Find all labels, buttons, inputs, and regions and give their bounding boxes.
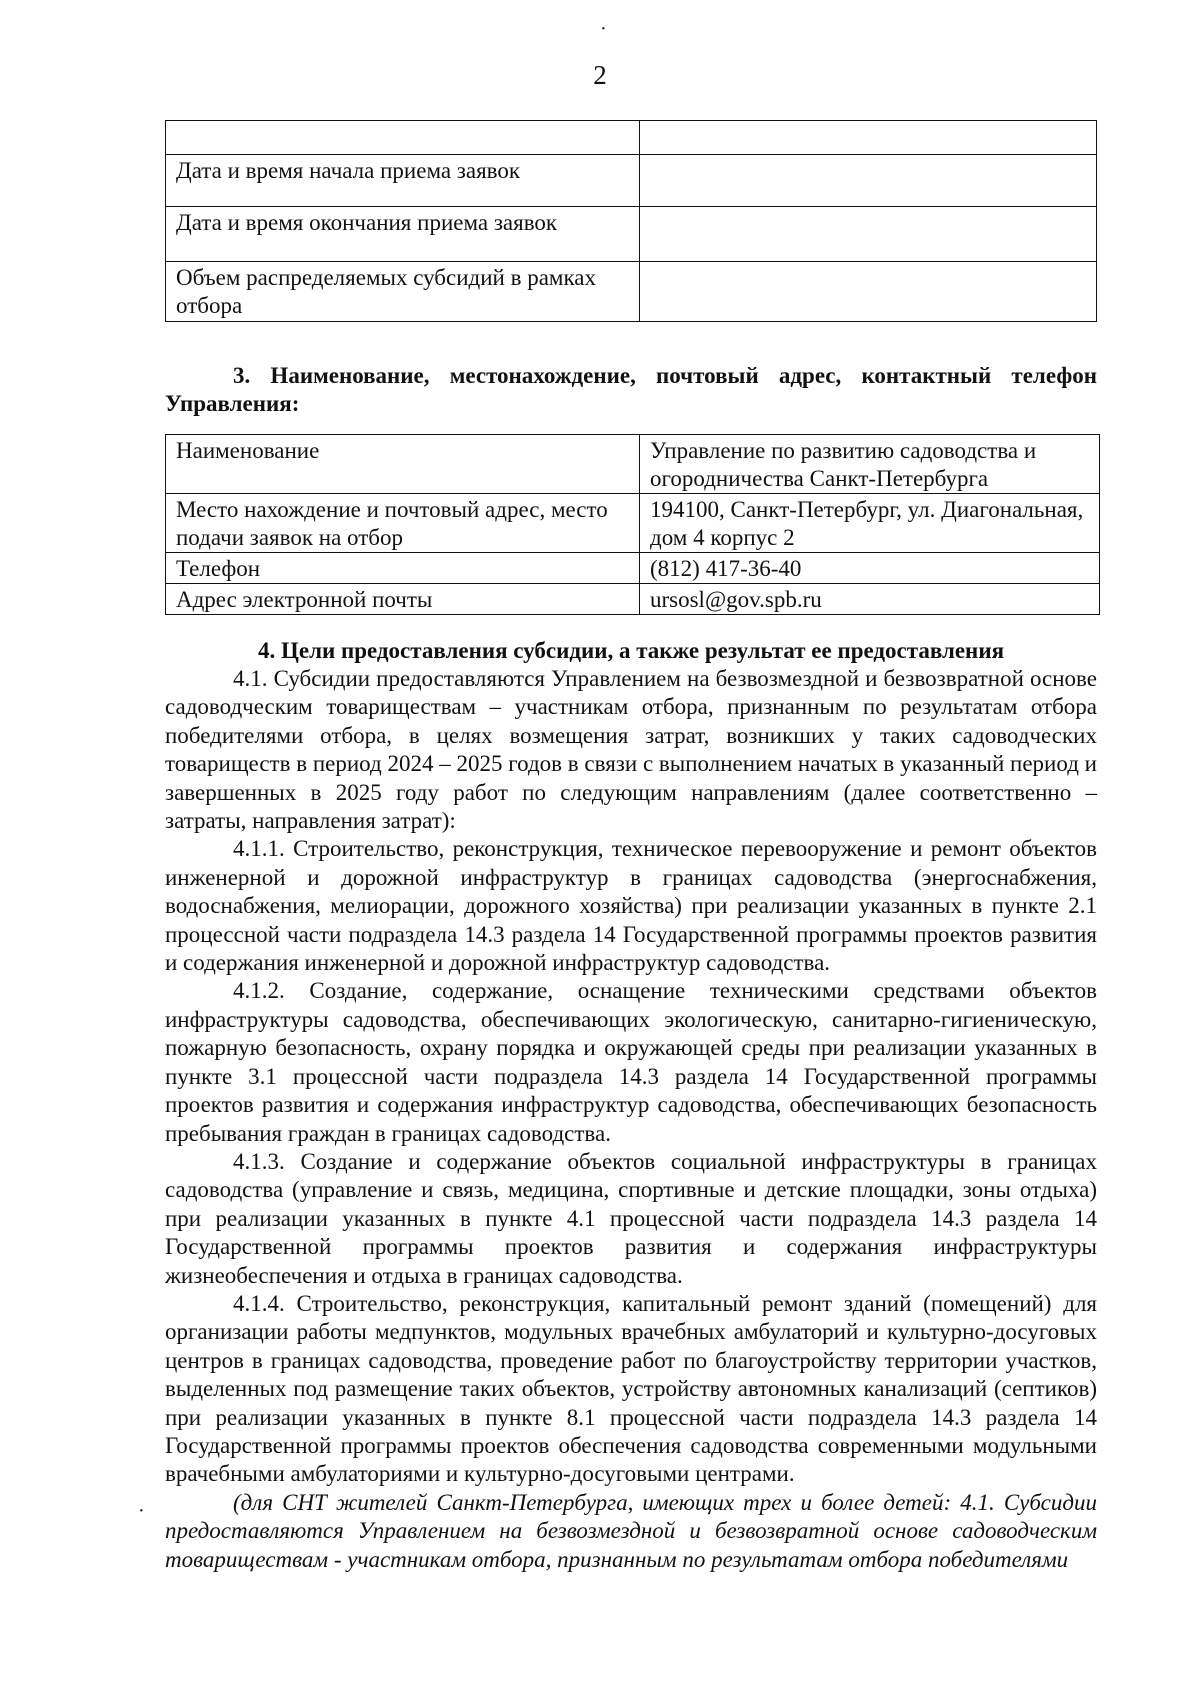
paragraph-4-1-1: 4.1.1. Строительство, реконструкция, техническое перевооружение и ремонт объектов инженерной и дорожной инфраструктур в границах садоводства (энергоснабжения, водоснабжения, мелиорации, дорожного хозяйства) при реализации указанных в пункте 2.1 процессной части подраздела 14.3 раздела 14 Государственной программы проектов развития и содержания инженерной и дорожной инфраструктур садоводства.: [165, 836, 1097, 976]
table-cell-label: Дата и время окончания приема заявок: [166, 207, 640, 262]
table-cell-value: [640, 155, 1097, 207]
table-cell-value: [640, 207, 1097, 262]
paragraph-4-1-4: 4.1.4. Строительство, реконструкция, капитальный ремонт зданий (помещений) для организации работы медпунктов, модульных врачебных амбулаторий и культурно-досуговых центров в границах садоводства, проведение работ по благоустройству территории участков, выделенных под размещение таких объектов, устройству автономных канализаций (септиков) при реализации указанных в пункте 8.1 процессной части подраздела 14.3 раздела 14 Государственной программы проектов обеспечения садоводства современными модульными врачебными амбулаториями и культурно-досуговыми центрами.: [165, 1290, 1097, 1487]
table-cell-value: ursosl@gov.spb.ru: [640, 584, 1100, 615]
section-4-body: [165, 665, 1097, 1574]
table-row: [166, 207, 1097, 262]
section-4-heading: 4. Цели предоставления субсидии, а также результат ее предоставления: [257, 638, 1005, 663]
scan-mark-left: ·: [138, 1500, 145, 1522]
table-row: [166, 435, 1100, 494]
table-cell-value: [640, 121, 1097, 155]
table-cell-label: Наименование: [166, 435, 640, 494]
table-cell-label: Место нахождение и почтовый адрес, место подачи заявок на отбор: [166, 494, 640, 553]
table-row: [166, 494, 1100, 553]
page-number: 2: [593, 60, 607, 90]
table-row: [166, 262, 1097, 322]
paragraph-4-1-2: 4.1.2. Создание, содержание, оснащение техническими средствами объектов инфраструктуры садоводства, обеспечивающих экологическую, санитарно-гигиеническую, пожарную безопасность, охрану порядка и окружающей среды при реализации указанных в пункте 3.1 процессной части подраздела 14.3 раздела 14 Государственной программы проектов развития и содержания инфраструктур садоводства, обеспечивающих безопасность пребывания граждан в границах садоводства.: [165, 978, 1097, 1146]
table-row: [166, 155, 1097, 207]
table-cell-value: 194100, Санкт-Петербург, ул. Диагональная, дом 4 корпус 2: [640, 494, 1100, 553]
table-cell-label: Адрес электронной почты: [166, 584, 640, 615]
contacts-table: [165, 434, 1100, 615]
selection-dates-table: [165, 120, 1097, 322]
section-3-heading: 3. Наименование, местонахождение, почтовый адрес, контактный телефон Управления:: [165, 363, 1097, 416]
table-row: [166, 121, 1097, 155]
table-cell-label: Телефон: [166, 553, 640, 584]
table-cell-label: Объем распределяемых субсидий в рамках отбора: [166, 262, 640, 322]
table-cell-value: Управление по развитию садоводства и огородничества Санкт-Петербурга: [640, 435, 1100, 494]
table-row: [166, 553, 1100, 584]
table-row: [166, 584, 1100, 615]
note-large-families: (для СНТ жителей Санкт-Петербурга, имеющих трех и более детей: 4.1. Субсидии предоставляются Управлением на безвозмездной и безвозвратной основе садоводческим товариществам - участникам отбора, признанным по результатам отбора победителями: [165, 1489, 1097, 1572]
table-cell-value: [640, 262, 1097, 322]
paragraph-4-1: 4.1. Субсидии предоставляются Управлением на безвозмездной и безвозвратной основе садоводческим товариществам – участникам отбора, признанным по результатам отбора победителями отбора, в целях возмещения затрат, возникших у таких садоводческих товариществ в период 2024 – 2025 годов в связи с выполнением начатых в указанный период и завершенных в 2025 году работ по следующим направлениям (далее соответственно – затраты, направления затрат):: [165, 666, 1097, 834]
table-cell-label: [166, 121, 640, 155]
scan-mark-top: ·: [600, 18, 607, 40]
paragraph-4-1-3: 4.1.3. Создание и содержание объектов социальной инфраструктуры в границах садоводства (управление и связь, медицина, спортивные и детские площадки, зоны отдыха) при реализации указанных в пункте 4.1 процессной части подраздела 14.3 раздела 14 Государственной программы проектов развития и содержания инфраструктуры жизнеобеспечения и отдыха в границах садоводства.: [165, 1148, 1097, 1288]
table-cell-value: (812) 417-36-40: [640, 553, 1100, 584]
table-cell-label: Дата и время начала приема заявок: [166, 155, 640, 207]
